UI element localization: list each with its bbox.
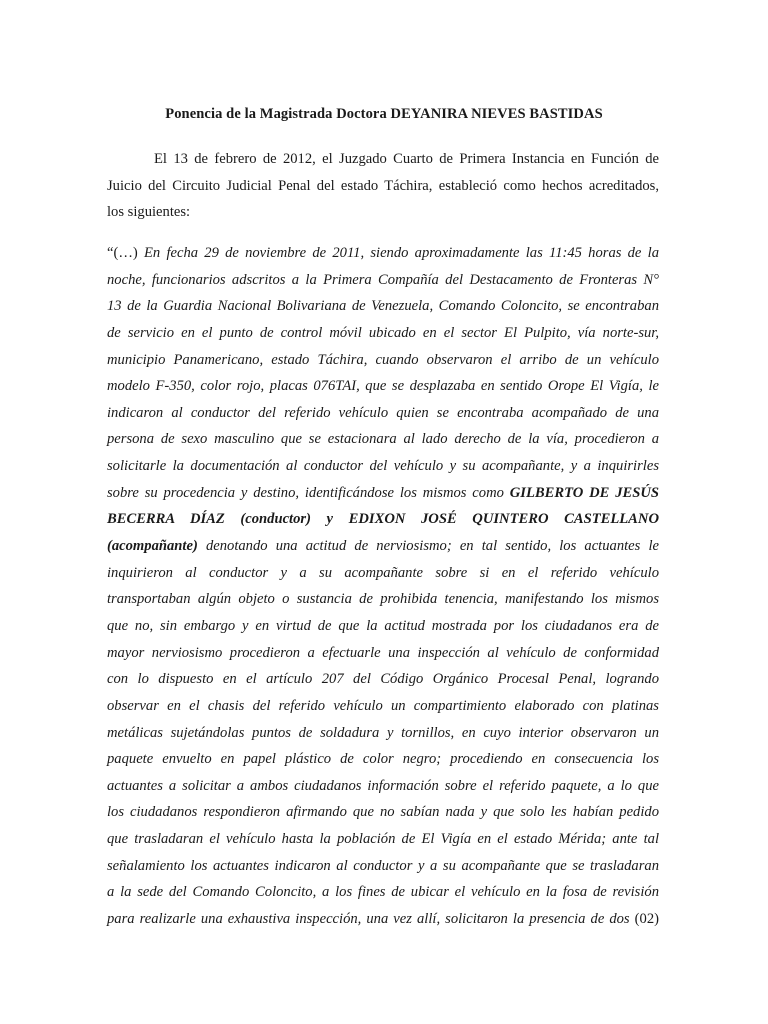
paragraph-line: transportaban algún objeto o sustancia de prohibida tenencia, manifestando los mismos <box>107 591 659 608</box>
line-text: sobre su procedencia y destino, identificándose los mismos como <box>107 484 510 501</box>
name-bold: GILBERTO DE JESÚS <box>509 484 659 501</box>
paragraph-line <box>107 506 659 533</box>
paragraph-line: mayor nerviosismo procedieron a efectuarle una inspección al vehículo de conformidad <box>107 644 659 661</box>
role-bold: (acompañante) <box>107 538 198 555</box>
paragraph-line: paquete envuelto en papel plástico de color negro; procediendo en consecuencia los <box>107 751 659 768</box>
paragraph-line: observar en el chasis del referido vehículo un compartimiento elaborado con platinas <box>107 697 659 714</box>
paragraph-line: 13 de la Guardia Nacional Bolivariana de Venezuela, Comando Coloncito, se encontraban <box>107 298 659 315</box>
paragraph-intro <box>107 146 659 226</box>
paragraph-line <box>107 533 659 560</box>
paragraph-line: actuantes a solicitar a ambos ciudadanos información sobre el referido paquete, a lo que <box>107 777 659 794</box>
paragraph-line: persona de sexo masculino que se estacionara al lado derecho de la vía, procedieron a <box>107 431 659 448</box>
line-text: para realizarle una exhaustiva inspección, una vez allí, solicitaron la presencia de dos <box>107 911 635 928</box>
paragraph-line: indicaron al conductor del referido vehículo quien se encontraba acompañado de una <box>107 404 659 421</box>
paragraph-line: los ciudadanos respondieron afirmando que no sabían nada y que solo les habían pedido <box>107 804 659 821</box>
paragraph-line: modelo F-350, color rojo, placas 076TAI, que se desplazaba en sentido Orope El Vigía, le <box>107 378 659 395</box>
paragraph-line: metálicas sujetándolas puntos de soldadura y tornillos, en cuyo interior observaron un <box>107 724 659 741</box>
paragraph-line: que no, sin embargo y en virtud de que la actitud mostrada por los ciudadanos era de <box>107 617 659 634</box>
line-text-plain: (02) <box>634 911 659 928</box>
paragraph-line: con lo dispuesto en el artículo 207 del Código Orgánico Procesal Penal, logrando <box>107 671 659 688</box>
paragraph-line: que trasladaran el vehículo hasta la población de El Vigía en el estado Mérida; ante tal <box>107 831 659 848</box>
paragraph-line: señalamiento los actuantes indicaron al conductor y a su acompañante que se trasladaran <box>107 857 659 874</box>
paragraph-quoted-facts <box>107 240 659 933</box>
paragraph-line: El 13 de febrero de 2012, el Juzgado Cuarto de Primera Instancia en Función de <box>154 151 659 167</box>
document-title: Ponencia de la Magistrada Doctora DEYANIRA NIEVES BASTIDAS <box>165 106 603 122</box>
line-text: En fecha 29 de noviembre de 2011, siendo aproximadamente las 11:45 horas de la <box>144 245 659 261</box>
paragraph-line: Juicio del Circuito Judicial Penal del estado Táchira, estableció como hechos acreditados, <box>107 177 659 194</box>
paragraph-line: de servicio en el punto de control móvil ubicado en el sector El Pulpito, vía norte-sur, <box>107 324 659 341</box>
paragraph-line: noche, funcionarios adscritos a la Primera Compañía del Destacamento de Fronteras N° <box>107 271 659 288</box>
paragraph-line <box>107 906 659 933</box>
paragraph-line: municipio Panamericano, estado Táchira, cuando observaron el arribo de un vehículo <box>107 351 659 368</box>
paragraph-line: solicitarle la documentación al conductor del vehículo y su acompañante, y a inquirirles <box>107 458 659 475</box>
paragraph-line: inquirieron al conductor y a su acompañante sobre si en el referido vehículo <box>107 564 659 581</box>
quote-open: “(…) <box>107 245 145 261</box>
paragraph-line <box>107 240 659 267</box>
paragraph-line <box>107 480 659 507</box>
name-bold: BECERRA DÍAZ (conductor) y EDIXON JOSÉ QUINTERO CASTELLANO <box>107 511 659 528</box>
paragraph-line: a la sede del Comando Coloncito, a los fines de ubicar el vehículo en la fosa de revisión <box>107 884 659 901</box>
paragraph-line: los siguientes: <box>107 204 191 221</box>
line-text: denotando una actitud de nerviosismo; en tal sentido, los actuantes le <box>197 538 659 555</box>
